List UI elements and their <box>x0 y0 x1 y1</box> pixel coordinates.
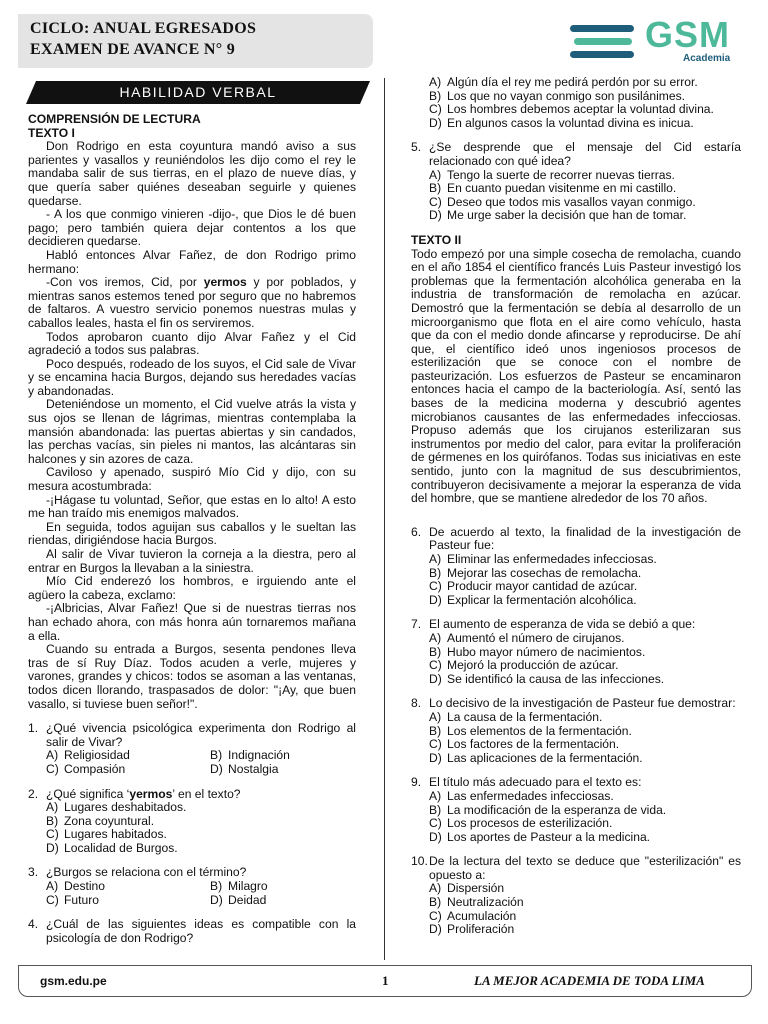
option: A) Religiosidad <box>46 748 130 763</box>
question-5: 5. ¿Se desprende que el mensaje del Cid estaría relacionado con qué idea? <box>411 140 741 168</box>
question-3: 3. ¿Burgos se relaciona con el término? <box>28 865 247 880</box>
paragraph: Caviloso y apenado, suspiró Mío Cid y dijo, con su mesura acostumbrada: <box>28 465 356 494</box>
paragraph: - A los que conmigo vinieren -dijo-, que Dios le dé buen pago; pero también quiera dejar contentos a los que decidieren quedarse. <box>28 207 356 249</box>
question-9: 9. El título más adecuado para el texto es: <box>411 775 642 790</box>
paragraph: Habló entonces Alvar Fañez, de don Rodrigo primo hermano: <box>28 247 356 276</box>
logo-text: GSM <box>645 14 731 55</box>
question-10: 10. De la lectura del texto se deduce que "esterilización" es opuesto a: <box>411 854 741 882</box>
left-column <box>28 113 356 945</box>
paragraph: Poco después, rodeado de los suyos, el Cid sale de Vivar y se encamina hacia Burgos, dejando sus heredades vacías y abandonadas. <box>28 356 356 398</box>
option: A) Eliminar las enfermedades infecciosas. <box>429 552 657 566</box>
option: A) Tengo la suerte de recorrer nuevas tierras. <box>429 167 675 182</box>
texto1-title: TEXTO I <box>28 125 75 140</box>
header-exam: EXAMEN DE AVANCE N° 9 <box>30 41 236 58</box>
paragraph: -¡Hágase tu voluntad, Señor, que estas en lo alto! A esto me han traído mis enemigos malvados. <box>28 492 356 521</box>
right-column <box>411 76 741 937</box>
option: C) Lugares habitados. <box>46 827 167 842</box>
paragraph: -Con vos iremos, Cid, por yermos y por poblados, y mientras sanos estemos tened por seguro que no habremos de faltaros. A vuestro servicio ponemos nuestras mulas y caballos leales, hasta el fin os serviremos. <box>28 275 357 330</box>
keyword-yermos: yermos <box>203 275 247 290</box>
option: A) La causa de la fermentación. <box>429 709 603 724</box>
option: C) Los factores de la fermentación. <box>429 737 620 752</box>
paragraph: Todo empezó por una simple cosecha de remolacha, cuando en el año 1854 el científico francés Luis Pasteur investigó los problemas que la fermentación alcohólica generaba en la industria de transformación de remolacha en azúcar. Demostró que la fermentación se debía al desarrollo de un microorganismo que flota en el aire como vehículo, hasta que da con el medio donde afincarse y reproducirse. De ahí que, el científico ideó unos ingeniosos procesos de esterilización que se conoce con el nombre de pasteurización. Los esfuerzos de Pasteur se encaminaron entonces hacia el campo de la bacteriología. Así, sentó las bases de la medicina moderna y descubrió agentes microbianos causantes de las enfermedades infecciosas. Propuso además que los cirujanos esterilizaran sus instrumentos por medio del calor, para evitar la proliferación de gérmenes en los quirófanos. Todas sus iniciativas en este sentido, junto con la magnitud de sus descubrimientos, contribuyeron decisivamente a mejorar la esperanza de vida del hombre, que se mantiene alrededor de los 70 años. <box>411 246 741 506</box>
logo-subtitle: Academia <box>683 53 731 64</box>
option: D) Se identificó la causa de las infecciones. <box>429 671 665 686</box>
page-number: 1 <box>382 973 389 988</box>
paragraph: Deteniéndose un momento, el Cid vuelve atrás la vista y sus ojos se llenan de lágrimas, mientras contemplaba la mansión abandonada: las puertas abiertas y sin candados, las perchas vacías, sin pieles ni mantos, las alcántaras sin halcones y sin azores de caza. <box>28 397 356 466</box>
footer-slogan: LA MEJOR ACADEMIA DE TODA LIMA <box>474 973 705 988</box>
option: C) Acumulación <box>429 908 517 923</box>
question-1: 1. ¿Qué vivencia psicológica experimenta don Rodrigo al salir de Vivar? <box>28 721 356 749</box>
option: D) Las aplicaciones de la fermentación. <box>429 750 643 765</box>
option: C) Futuro <box>46 892 99 907</box>
footer-website: gsm.edu.pe <box>40 974 107 988</box>
option: B) En cuanto puedan visitenme en mi castillo. <box>429 181 677 196</box>
banner-title: HABILIDAD VERBAL <box>119 84 277 100</box>
option: B) Zona coyuntural. <box>46 813 155 828</box>
question-2: 2. ¿Qué significa ‘yermos’ en el texto? <box>28 786 241 801</box>
paragraph: Al salir de Vivar tuvieron la corneja a la diestra, pero al entrar en Burgos la llevaban a la siniestra. <box>28 547 356 575</box>
option: D) Deidad <box>210 892 267 907</box>
option: D) Los aportes de Pasteur a la medicina. <box>429 829 651 844</box>
paragraph: Don Rodrigo en esta coyuntura mandó aviso a sus parientes y vasallos y reuniéndolos les dijo como el rey le mandaba salir de sus tierras, en el plazo de nueve días, y que quería saber quiénes deseaban seguirle y quienes quedarse. <box>28 139 356 208</box>
option: A) Dispersión <box>429 881 505 896</box>
option: A) Algún día el rey me pedirá perdón por su error. <box>429 75 698 89</box>
option: C) Mejoró la producción de azúcar. <box>429 658 619 673</box>
question-6: 6. De acuerdo al texto, la finalidad de la investigación de Pasteur fue: <box>411 524 741 553</box>
option: B) Indignación <box>210 748 290 763</box>
option: C) Compasión <box>46 761 126 776</box>
option: D) En algunos casos la voluntad divina es inicua. <box>429 115 694 130</box>
question-8: 8. Lo decisivo de la investigación de Pasteur fue demostrar: <box>411 696 736 711</box>
paragraph: En seguida, todos aguijan sus caballos y le sueltan las riendas, dirigiéndose hacia Burgos. <box>28 519 356 548</box>
option: B) Mejorar las cosechas de remolacha. <box>429 565 642 580</box>
option: C) Los procesos de esterilización. <box>429 816 613 831</box>
option: D) Localidad de Burgos. <box>46 840 178 855</box>
option: D) Me urge saber la decisión que han de tomar. <box>429 208 687 223</box>
option: B) Los elementos de la fermentación. <box>429 723 632 738</box>
option: D) Nostalgia <box>210 761 279 776</box>
option: D) Proliferación <box>429 922 515 937</box>
option: B) Milagro <box>210 879 268 894</box>
option: D) Explicar la fermentación alcohólica. <box>429 592 637 607</box>
paragraph: Mío Cid enderezó los hombros, e irguiendo ante el agüero la cabeza, exclamo: <box>28 574 356 602</box>
option: C) Producir mayor cantidad de azúcar. <box>429 579 638 594</box>
paragraph: Todos aprobaron cuanto dijo Alvar Fañez y el Cid agradeció a todos sus palabras. <box>28 329 356 358</box>
option: A) Aumentó el número de cirujanos. <box>429 630 625 645</box>
paragraph: -¡Albricias, Alvar Fañez! Que si de nuestras tierras nos han echado ahora, con más honra aún tornaremos mañana a ella. <box>28 601 356 643</box>
option: B) Neutralización <box>429 895 524 910</box>
column-divider <box>384 78 385 960</box>
option: B) Hubo mayor número de nacimientos. <box>429 644 646 659</box>
option: A) Las enfermedades infecciosas. <box>429 788 614 803</box>
paragraph: Cuando su entrada a Burgos, sesenta pendones lleva tras de sí Ruy Díaz. Todos acuden a verle, mujeres y varones, grandes y chicos: todos se asoman a las ventanas, todos dicen llorando, traspasados de dolor: "¡Ay, que buen vasallo, si tuviese buen señor!". <box>28 642 356 711</box>
option: A) Destino <box>46 879 106 894</box>
option: C) Los hombres debemos aceptar la voluntad divina. <box>429 102 714 117</box>
header-cycle: CICLO: ANUAL EGRESADOS <box>30 20 257 37</box>
option: A) Lugares deshabitados. <box>46 800 187 815</box>
section-title: COMPRENSIÓN DE LECTURA <box>28 112 201 126</box>
option: B) La modificación de la esperanza de vida. <box>429 802 667 817</box>
question-4: 4. ¿Cuál de las siguientes ideas es compatible con la psicología de don Rodrigo? <box>28 917 356 945</box>
option: B) Los que no vayan conmigo son pusilánimes. <box>429 88 685 103</box>
option: C) Deseo que todos mis vasallos vayan conmigo. <box>429 194 696 209</box>
question-7: 7. El aumento de esperanza de vida se debió a que: <box>411 617 696 632</box>
texto2-title: TEXTO II <box>411 232 462 247</box>
